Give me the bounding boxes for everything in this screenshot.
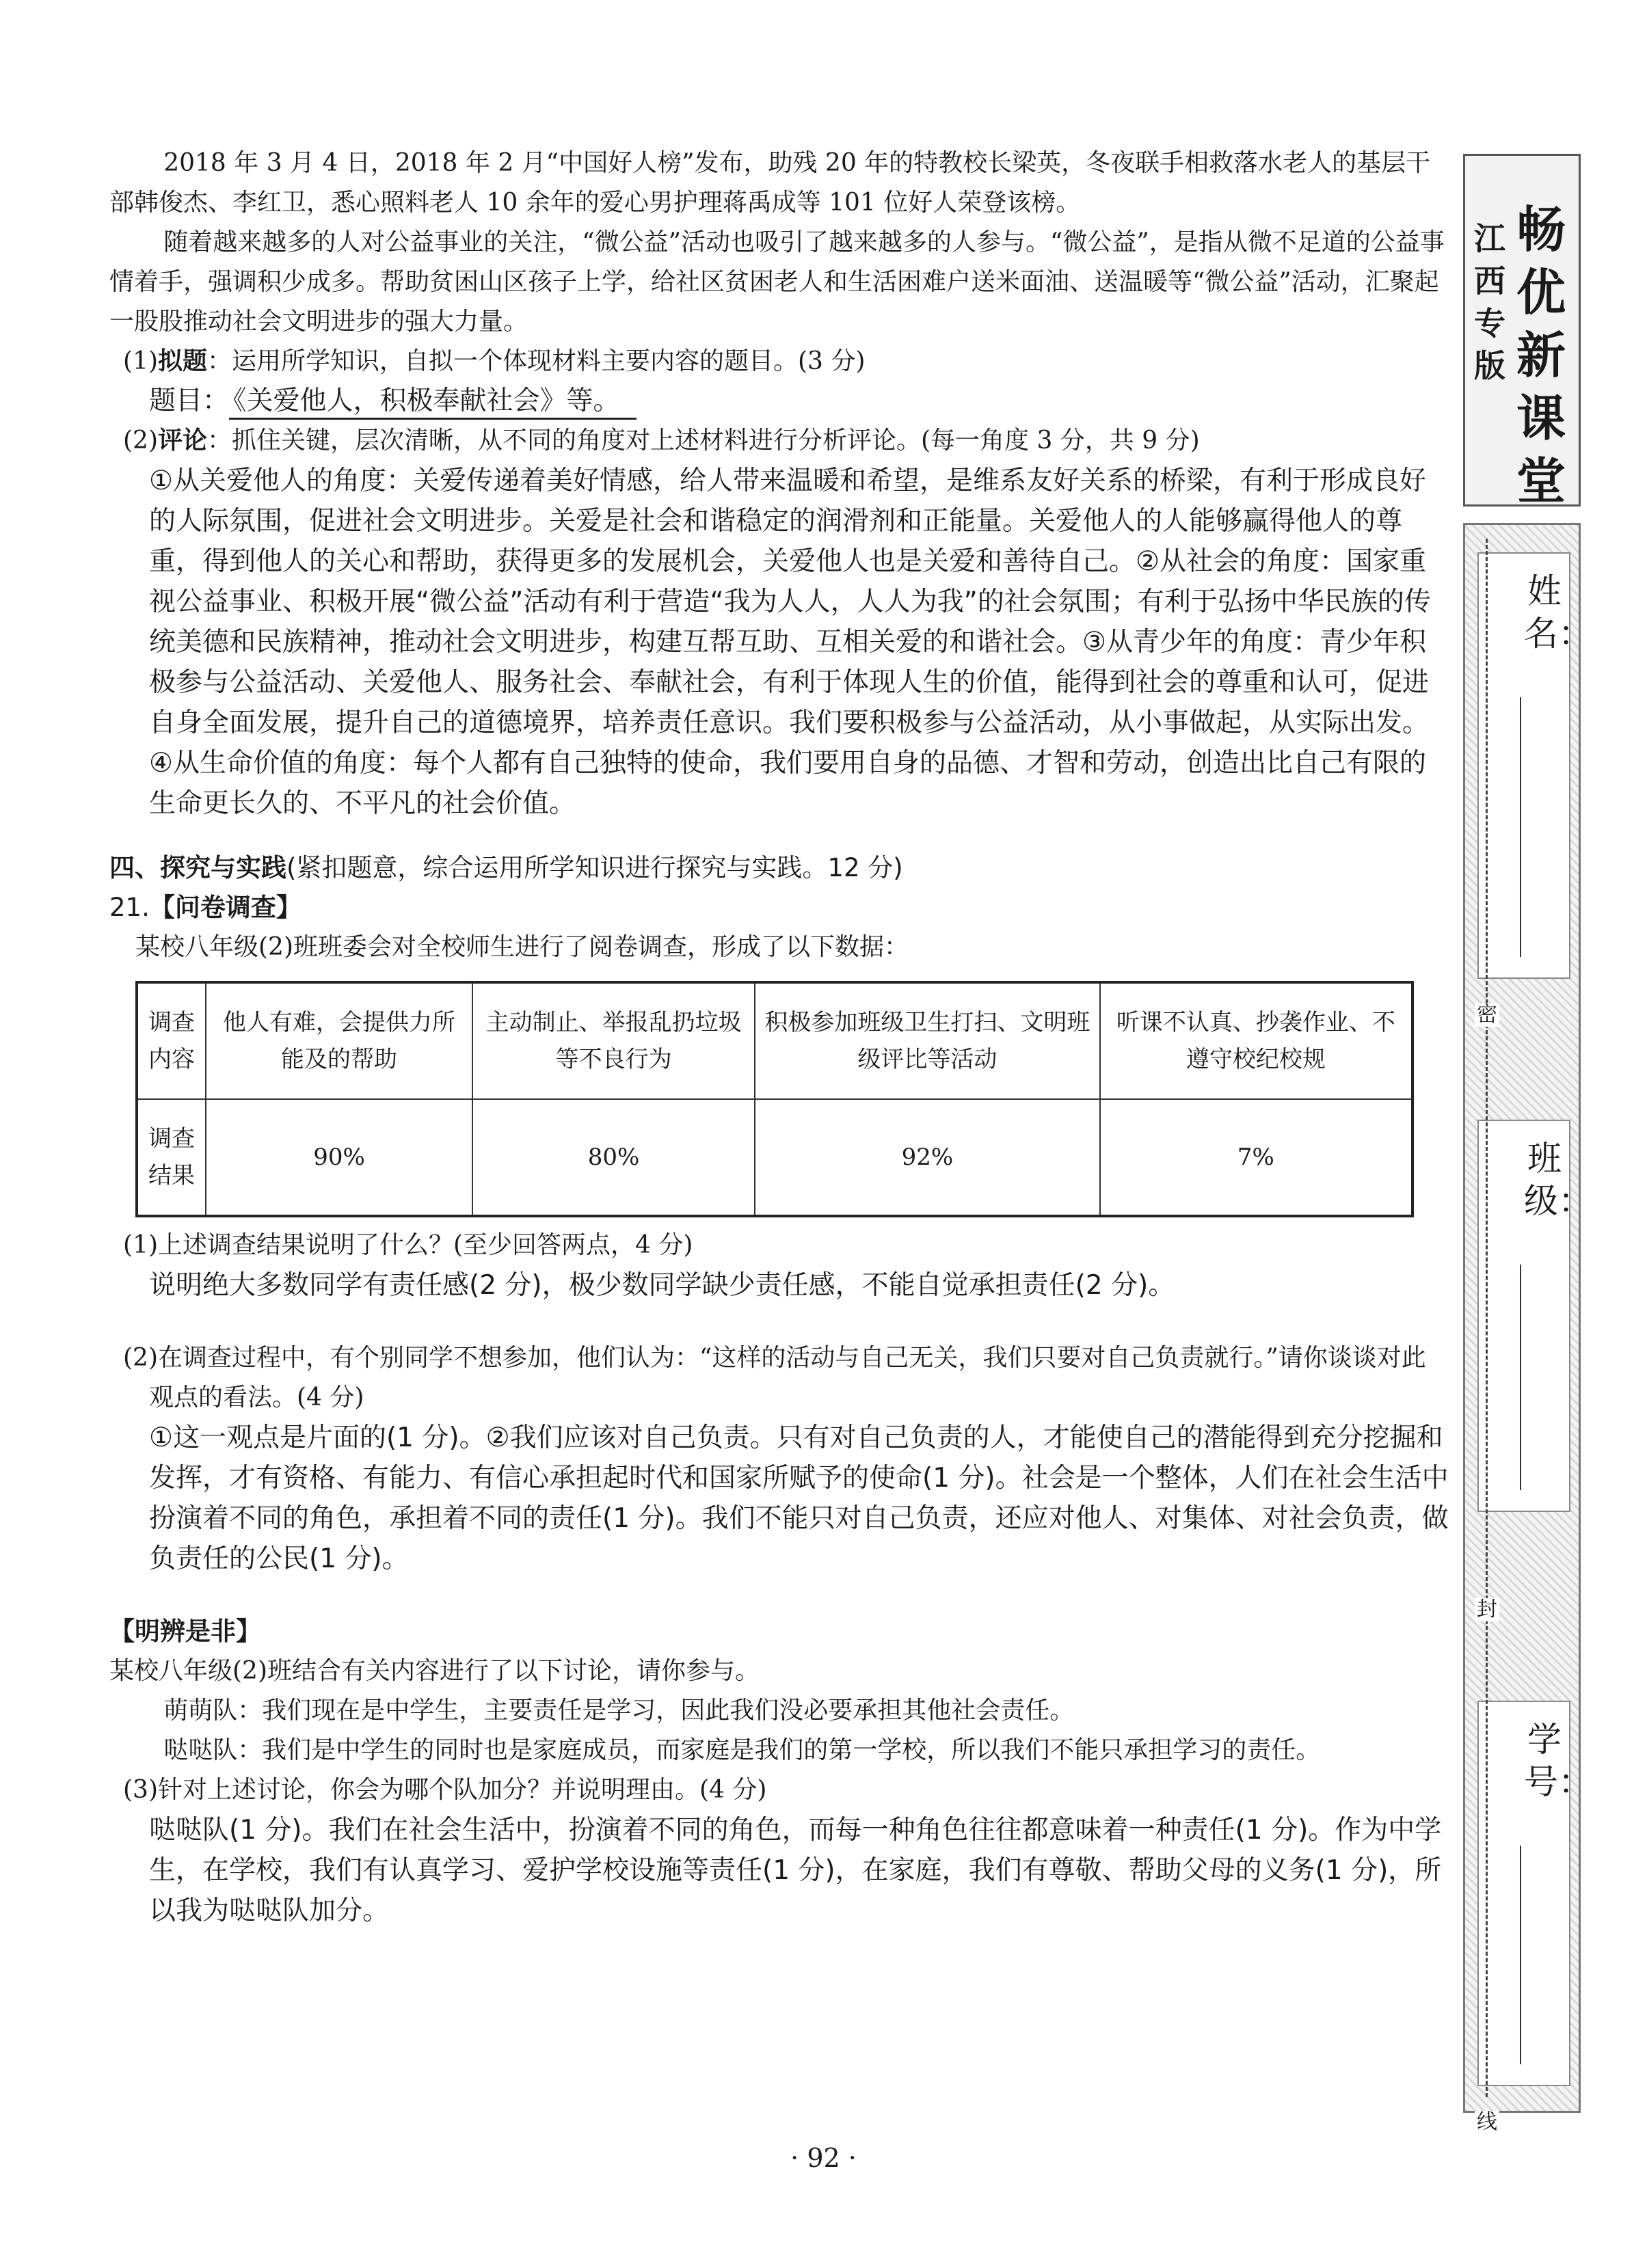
sub-question-3 <box>109 1770 1449 1810</box>
sub-question-1-text: 上述调查结果说明了什么？(至少回答两点，4 分) <box>158 1231 693 1259</box>
question-2-text: ：抓住关键，层次清晰，从不同的角度对上述材料进行分析评论。(每一角度 3 分，共 9 分) <box>207 427 1200 455</box>
class-write-line <box>1520 1265 1521 1490</box>
survey-table <box>135 981 1414 1217</box>
cut-char-feng: 封 <box>1475 1598 1499 1621</box>
question-21-heading <box>109 888 1449 928</box>
material-paragraph-1: 2018 年 3 月 4 日，2018 年 2 月“中国好人榜”发布，助残 20 年的特教校长梁英，冬夜联手相救落水老人的基层干部韩俊杰、李红卫，悉心照料老人 10 余年的爱心男护理蒋禹成等 101 位好人荣登该榜。 <box>109 149 1431 217</box>
sub-question-3-text: 针对上述讨论，你会为哪个队加分？并说明理由。(4 分) <box>158 1776 767 1804</box>
class-field-box <box>1477 1120 1592 1512</box>
question-1-answer-line <box>109 381 1449 421</box>
team-dada: 哒哒队：我们是中学生的同时也是家庭成员，而家庭是我们的第一学校，所以我们不能只承担学习的责任。 <box>163 1736 1321 1764</box>
survey-result-header: 调查结果 <box>137 1099 206 1216</box>
section-4-note: (紧扣题意，综合运用所学知识进行探究与实践。12 分) <box>286 853 903 882</box>
survey-item-1: 他人有难，会提供力所能及的帮助 <box>206 982 472 1099</box>
sub-question-2-number: (2) <box>123 1344 158 1372</box>
survey-result-2: 80% <box>472 1099 755 1216</box>
page-number: · 92 · <box>790 2143 857 2173</box>
id-label: 学号： <box>1524 1720 1592 1802</box>
debate-intro: 某校八年级(2)班结合有关内容进行了以下讨论，请你参与。 <box>109 1657 760 1685</box>
survey-result-row <box>137 1099 1412 1216</box>
question-1-answer: 《关爱他人，积极奉献社会》等。 <box>229 386 637 420</box>
question-2-answer: ①从关爱他人的角度：关爱传递着美好情感，给人带来温暖和希望，是维系友好关系的桥梁，有利于形成良好的人际氛围，促进社会文明进步。关爱是社会和谐稳定的润滑剂和正能量。关爱他人的人能够赢得他人的尊重，得到他人的关心和帮助，获得更多的发展机会，关爱他人也是关爱和善待自己。②从社会的角度：国家重视公益事业、积极开展“微公益”活动有利于营造“我为人人，人人为我”的社会氛围；有利于弘扬中华民族的传统美德和民族精神，推动社会文明进步，构建互帮互助、互相关爱的和谐社会。③从青少年的角度：青少年积极参与公益活动、关爱他人、服务社会、奉献社会，有利于体现人生的价值，能得到社会的尊重和认可，促进自身全面发展，提升自己的道德境界，培养责任意识。我们要积极参与公益活动，从小事做起，从实际出发。④从生命价值的角度：每个人都有自己独特的使命，我们要用自身的品德、才智和劳动，创造出比自己有限的生命更长久的、不平凡的社会价值。 <box>149 465 1431 819</box>
brand-title: 畅优新课堂 <box>1516 201 1566 510</box>
survey-result-4: 7% <box>1100 1099 1412 1216</box>
question-1-number: (1) <box>123 347 158 375</box>
answer-prefix: 题目： <box>149 386 230 416</box>
survey-content-row <box>137 982 1412 1099</box>
sub-question-2 <box>109 1338 1449 1418</box>
class-label: 班级： <box>1524 1139 1592 1221</box>
cut-dashed-line <box>1486 539 1488 2097</box>
survey-result-3: 92% <box>755 1099 1100 1216</box>
material-paragraph-2: 随着越来越多的人对公益事业的关注，“微公益”活动也吸引了越来越多的人参与。“微公益”，是指从微不足道的公益事情着手，强调积少成多。帮助贫困山区孩子上学，给社区贫困老人和生活困难户送米面油、送温暖等“微公益”活动，汇聚起一股股推动社会文明进步的强大力量。 <box>109 228 1445 336</box>
survey-item-2: 主动制止、举报乱扔垃圾等不良行为 <box>472 982 755 1099</box>
name-label: 姓名： <box>1524 571 1592 653</box>
cut-char-xian: 线 <box>1475 2111 1499 2134</box>
question-21-intro: 某校八年级(2)班班委会对全校师生进行了阅卷调查，形成了以下数据： <box>135 933 909 961</box>
id-write-line <box>1520 1846 1521 2064</box>
sub-question-1-number: (1) <box>123 1231 158 1259</box>
sub-question-2-text: 在调查过程中，有个别同学不想参加，他们认为：“这样的活动与自己无关，我们只要对自己负责就行。”请你谈谈对此观点的看法。(4 分) <box>149 1344 1426 1412</box>
question-21-tag: 【问卷调查】 <box>149 893 302 922</box>
survey-item-4: 听课不认真、抄袭作业、不遵守校纪校规 <box>1100 982 1412 1099</box>
section-4-title: 四、探究与实践 <box>109 853 286 882</box>
question-21-number: 21. <box>109 893 150 922</box>
name-field-box <box>1477 552 1592 979</box>
brand-box <box>1463 154 1581 510</box>
sub-question-1 <box>109 1226 1449 1265</box>
sub-question-2-answer: ①这一观点是片面的(1 分)。②我们应该对自己负责。只有对自己负责的人，才能使自己的潜能得到充分挖掘和发挥，才有资格、有能力、有信心承担起时代和国家所赋予的使命(1 分)。社会是一个整体，人们在社会生活中扮演着不同的角色，承担着不同的责任(1 分)。我们不能只对自己负责，还应对他人、对集体、对社会负责，做负责任的公民(1 分)。 <box>149 1422 1449 1574</box>
binding-sidebar <box>1463 154 1592 2134</box>
question-2-number: (2) <box>123 427 158 455</box>
sub-question-3-answer: 哒哒队(1 分)。我们在社会生活中，扮演着不同的角色，而每一种角色往往都意味着一种责任(1 分)。作为中学生，在学校，我们有认真学习、爱护学校设施等责任(1 分)，在家庭，我们有尊敬、帮助父母的义务(1 分)，所以我为哒哒队加分。 <box>149 1815 1442 1926</box>
debate-tag <box>109 1612 1449 1651</box>
question-2 <box>109 421 1449 461</box>
sub-question-3-number: (3) <box>123 1776 158 1804</box>
name-write-line <box>1520 697 1521 957</box>
cut-char-mi: 密 <box>1475 1003 1499 1027</box>
survey-content-header: 调查内容 <box>137 982 206 1099</box>
question-2-label: 评论 <box>158 427 208 455</box>
id-field-box <box>1477 1701 1592 2086</box>
sub-question-1-answer: 说明绝大多数同学有责任感(2 分)，极少数同学缺少责任感，不能自觉承担责任(2 分)。 <box>149 1270 1175 1301</box>
sidebar-hatched-panel <box>1463 523 1592 2134</box>
debate-tag-text: 【明辨是非】 <box>109 1617 261 1646</box>
brand-subtitle: 江西专版 <box>1474 220 1505 384</box>
team-mengmeng: 萌萌队：我们现在是中学生，主要责任是学习，因此我们没必要承担其他社会责任。 <box>163 1697 1075 1725</box>
section-4-heading <box>109 848 1449 888</box>
survey-result-1: 90% <box>206 1099 472 1216</box>
question-1-label: 拟题 <box>158 347 208 375</box>
exam-content <box>109 144 1449 1931</box>
question-1 <box>109 342 1449 381</box>
survey-item-3: 积极参加班级卫生打扫、文明班级评比等活动 <box>755 982 1100 1099</box>
question-1-text: ：运用所学知识，自拟一个体现材料主要内容的题目。(3 分) <box>207 347 866 375</box>
